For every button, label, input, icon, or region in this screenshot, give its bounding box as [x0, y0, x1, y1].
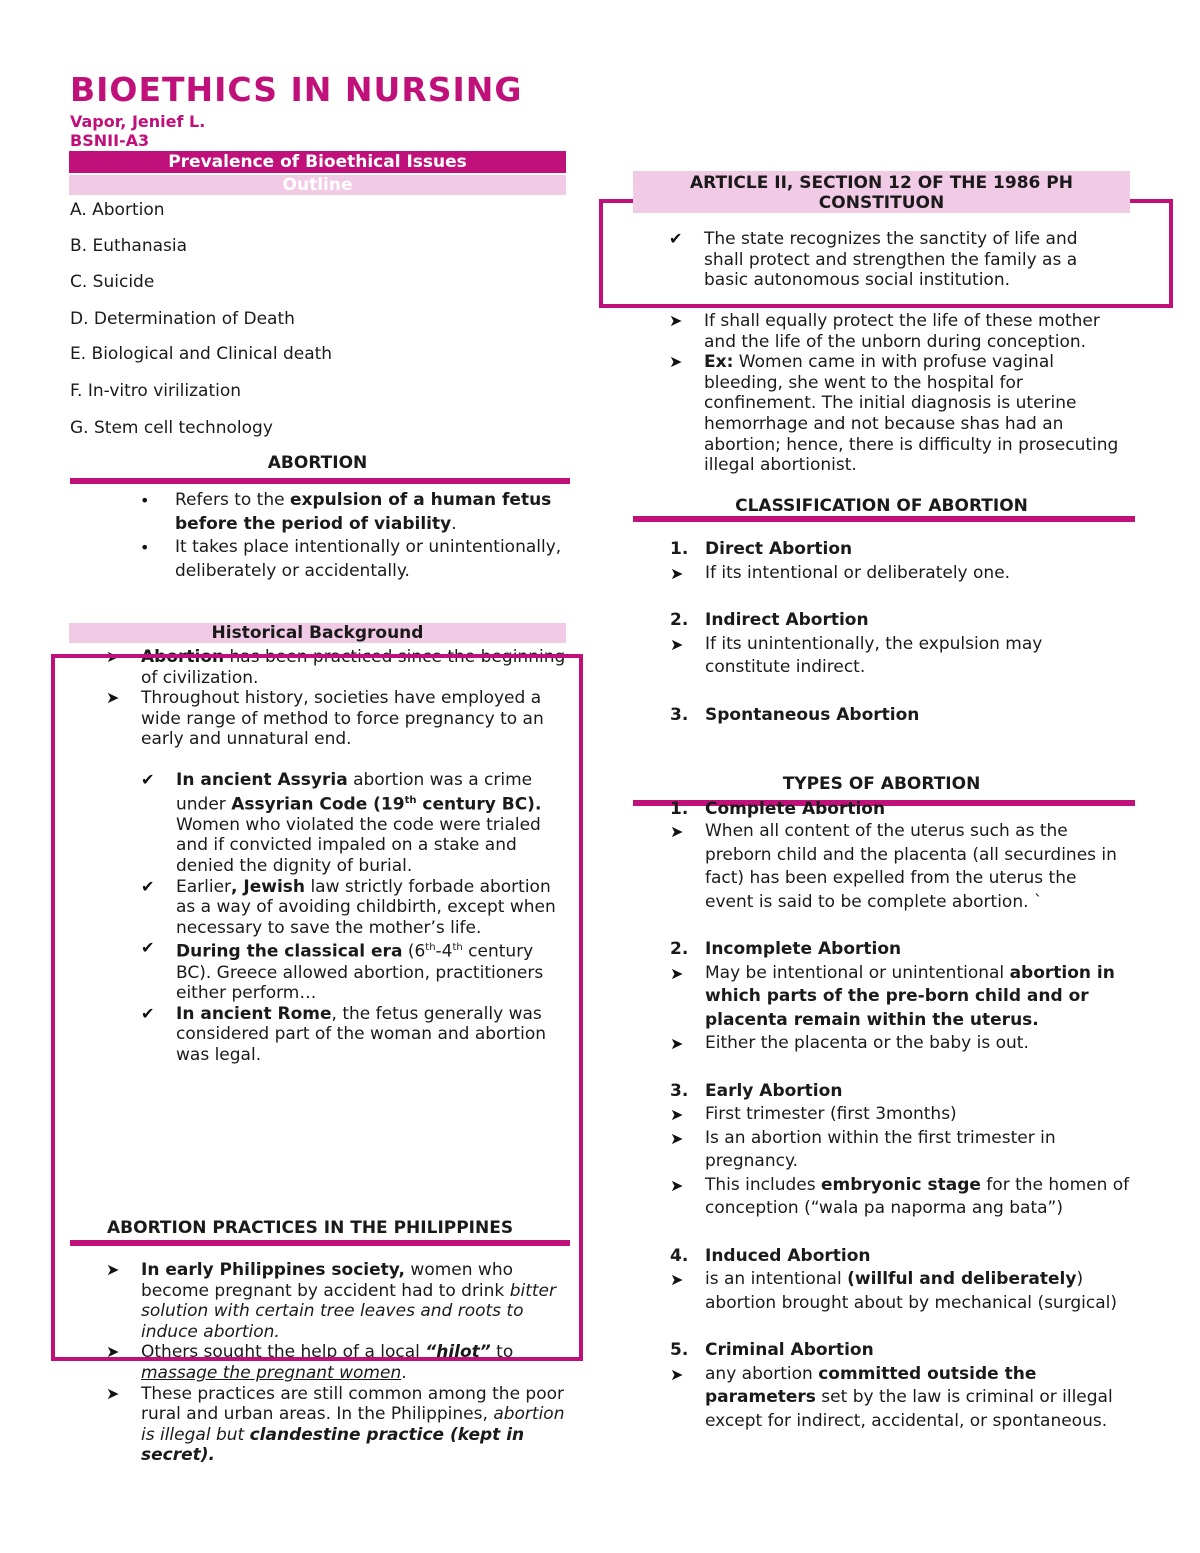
list-item: • It takes place intentionally or unintentionally, deliberately or accidentally.	[140, 537, 562, 581]
list-item: ➤ Is an abortion within the first trimester in pregnancy.	[670, 1127, 1056, 1171]
types-heading: TYPES OF ABORTION	[782, 774, 981, 794]
list-item: ➤ Throughout history, societies have employed a wide range of method to force pregnancy to an early and unnatural end.	[106, 688, 544, 750]
outline-item: G. Stem cell technology	[70, 418, 273, 438]
document-title: BIOETHICS IN NURSING	[70, 70, 523, 109]
list-item: 3. Spontaneous Abortion	[670, 704, 920, 725]
types-list	[670, 798, 1130, 1433]
checkmark-icon: ✔	[669, 229, 683, 248]
list-item: ➤ This includes embryonic stage for the homen of conception (“wala pa naporma ang bata”)	[670, 1174, 1130, 1218]
outline-item: E. Biological and Clinical death	[70, 344, 333, 364]
list-item: ➤ When all content of the uterus such as the preborn child and the placenta (all securdines in fact) has been expelled from the uterus the event is said to be complete abortion. `	[670, 821, 1117, 912]
list-item: ➤ Either the placenta or the baby is out.	[670, 1032, 1130, 1056]
arrow-bullet-icon: ➤	[106, 1383, 120, 1403]
list-item: 2. Indirect Abortion	[670, 610, 869, 630]
outline-item: D. Determination of Death	[70, 309, 295, 329]
list-item: ➤ Abortion has been practiced since the beginning of civilization.	[106, 647, 566, 688]
list-item: ✔ During the classical era (6th-4th century BC). Greece allowed abortion, practitioners either perform…	[141, 938, 544, 1004]
arrow-bullet-icon: ➤	[670, 563, 684, 583]
list-item: ➤ any abortion committed outside the parameters set by the law is criminal or illegal except for indirect, accidental, or spontaneous.	[670, 1363, 1113, 1431]
dot-bullet-icon: •	[140, 538, 150, 557]
list-item: ➤ If its unintentionally, the expulsion may constitute indirect.	[670, 633, 1043, 677]
list-item: ➤ First trimester (first 3months)	[670, 1103, 1130, 1127]
list-item: • Refers to the expulsion of a human fetus before the period of viability.	[140, 490, 552, 534]
constitution-list	[669, 311, 1119, 476]
arrow-bullet-icon: ➤	[670, 963, 684, 983]
list-item: ✔ Earlier, Jewish law strictly forbade abortion as a way of avoiding childbirth, except when necessary to save the mother’s life.	[141, 876, 556, 938]
outline-item: B. Euthanasia	[70, 236, 188, 256]
abortion-rule	[70, 478, 570, 484]
list-item: ✔ The state recognizes the sanctity of life and shall protect and strengthen the family as a basic autonomous social institution.	[669, 229, 1078, 291]
classification-rule	[633, 516, 1135, 522]
list-item: 1. Direct Abortion	[670, 539, 853, 559]
classification-heading: CLASSIFICATION OF ABORTION	[735, 496, 1028, 516]
classification-list	[670, 538, 1130, 727]
arrow-bullet-icon: ➤	[106, 1260, 120, 1279]
abortion-definition-list	[140, 489, 570, 583]
arrow-bullet-icon: ➤	[106, 647, 120, 666]
checkmark-icon: ✔	[141, 770, 155, 789]
philippines-heading: ABORTION PRACTICES IN THE PHILIPPINES	[107, 1218, 514, 1238]
checkmark-icon: ✔	[141, 938, 155, 958]
constitution-check	[669, 229, 1119, 291]
list-item: 3. Early Abortion	[670, 1080, 843, 1101]
arrow-bullet-icon: ➤	[670, 1364, 684, 1384]
abortion-heading: ABORTION	[267, 453, 368, 473]
arrow-bullet-icon: ➤	[669, 352, 683, 372]
arrow-bullet-icon: ➤	[670, 1270, 684, 1289]
constitution-heading: ARTICLE II, SECTION 12 OF THE 1986 PH CONSTITUON	[633, 171, 1130, 213]
arrow-bullet-icon: ➤	[106, 1342, 120, 1362]
author-name: Vapor, Jenief L.	[70, 112, 206, 131]
arrow-bullet-icon: ➤	[106, 688, 120, 708]
arrow-bullet-icon: ➤	[670, 1175, 684, 1195]
arrow-bullet-icon: ➤	[670, 1105, 684, 1124]
list-item: ➤ Others sought the help of a local “hilot” to massage the pregnant women.	[106, 1342, 514, 1383]
outline-item: A. Abortion	[70, 200, 165, 220]
section-code: BSNII-A3	[70, 131, 150, 150]
list-item: ➤ If shall equally protect the life of these mother and the life of the unborn during conception.	[669, 311, 1100, 352]
author-block	[70, 112, 205, 150]
list-item: ➤ May be intentional or unintentional abortion in which parts of the pre-born child and or placenta remain within the uterus.	[670, 962, 1115, 1030]
list-item: ✔ In ancient Assyria abortion was a crime under Assyrian Code (19th century BC). Women who violated the code were trialed and if convicted impaled on a stake and denied the dignity of burial.	[141, 770, 542, 877]
list-item: 5. Criminal Abortion	[670, 1340, 874, 1360]
dot-bullet-icon: •	[140, 491, 150, 510]
list-item: ➤ If its intentional or deliberately one.	[670, 562, 1130, 586]
checkmark-icon: ✔	[141, 1003, 155, 1023]
checkmark-icon: ✔	[141, 876, 155, 896]
list-item: 1. Complete Abortion	[670, 799, 886, 819]
list-item: ➤ is an intentional (willful and deliberately) abortion brought about by mechanical (surgical)	[670, 1269, 1118, 1313]
history-heading: Historical Background	[69, 623, 566, 643]
list-item: ➤ These practices are still common among the poor rural and urban areas. In the Philippines, abortion is illegal but clandestine practice (kept in secret).	[106, 1383, 565, 1466]
arrow-bullet-icon: ➤	[670, 822, 684, 841]
list-item: ➤ In early Philippines society, women who become pregnant by accident had to drink bitter solution with certain tree leaves and roots to induce abortion.	[106, 1260, 556, 1342]
prevalence-bar: Prevalence of Bioethical Issues	[69, 151, 566, 173]
outline-item: F. In-vitro virilization	[70, 381, 242, 401]
arrow-bullet-icon: ➤	[670, 1034, 684, 1053]
list-item: 4. Induced Abortion	[670, 1245, 871, 1266]
list-item: ➤ Ex: Women came in with profuse vaginal bleeding, she went to the hospital for confinement. The initial diagnosis is uterine hemorrhage and not because shas had an abortion; hence, there is difficulty in prosecuting illegal abortionist.	[669, 352, 1119, 476]
list-item: 2. Incomplete Abortion	[670, 939, 902, 959]
highlight-frame	[51, 654, 583, 1361]
arrow-bullet-icon: ➤	[670, 634, 684, 654]
outline-bar: Outline	[69, 175, 566, 195]
outline-item: C. Suicide	[70, 272, 155, 292]
arrow-bullet-icon: ➤	[669, 311, 683, 330]
arrow-bullet-icon: ➤	[670, 1128, 684, 1148]
list-item: ✔ In ancient Rome, the fetus generally was considered part of the woman and abortion was legal.	[141, 1003, 546, 1066]
